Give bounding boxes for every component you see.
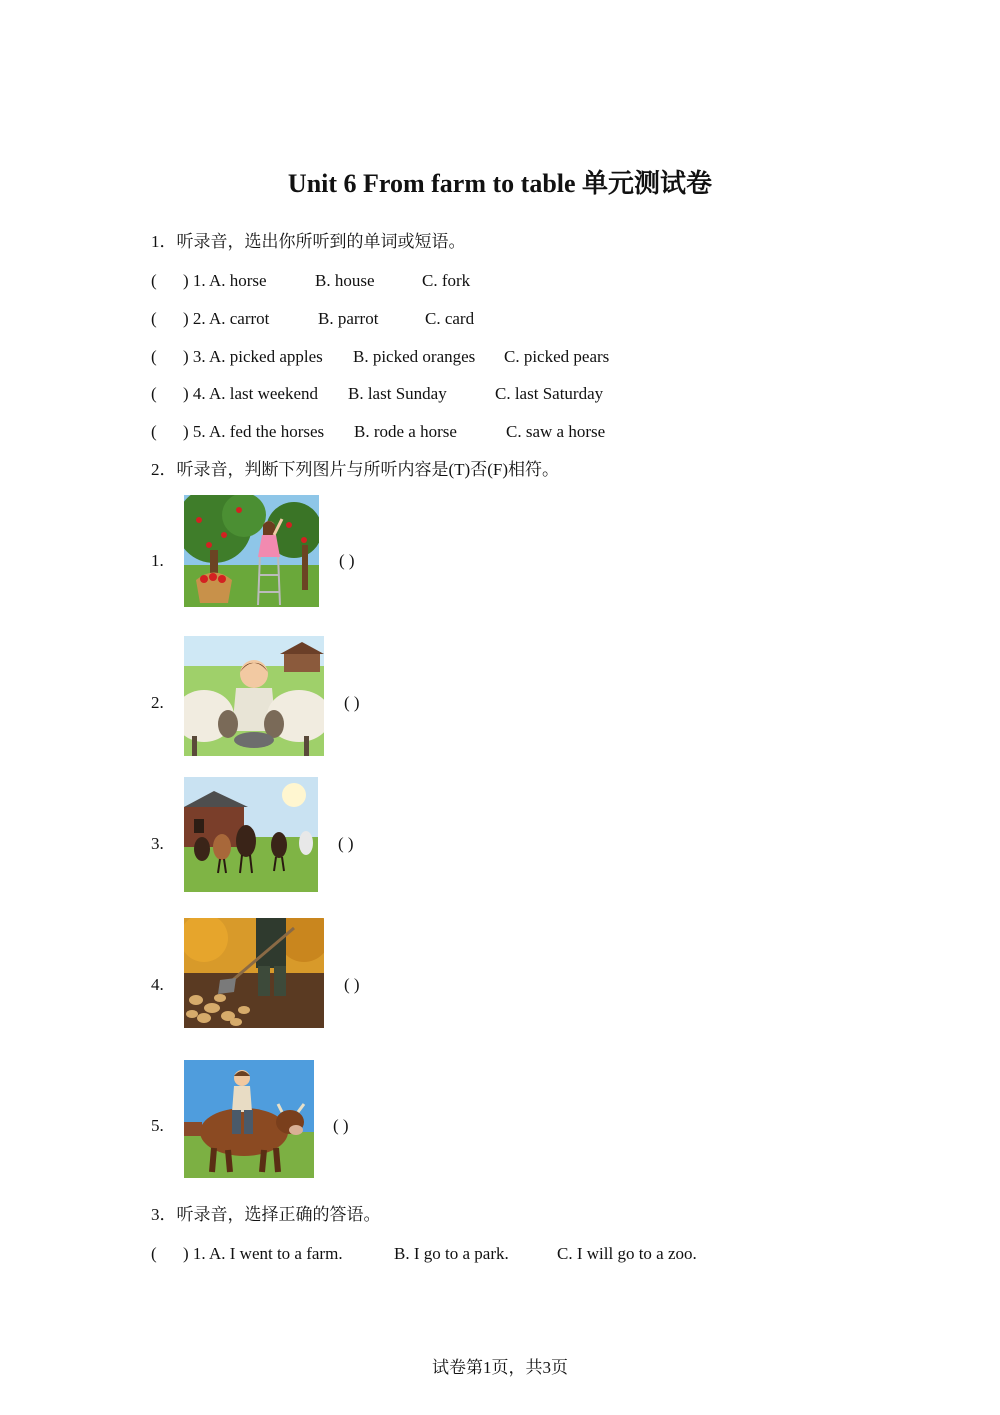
answer-parentheses: ( ) bbox=[344, 693, 360, 712]
option-b: B. rode a horse bbox=[354, 422, 457, 441]
horses-image bbox=[184, 777, 318, 892]
option-a: ) 3. A. picked apples bbox=[183, 347, 323, 366]
answer-parentheses: ( ) bbox=[333, 1116, 349, 1135]
option-c: C. I will go to a zoo. bbox=[557, 1244, 697, 1263]
section-1-heading: 1．听录音，选出你所听到的单词或短语。 bbox=[151, 232, 466, 251]
answer-parentheses: ( ) bbox=[344, 975, 360, 994]
potato-digging-image bbox=[184, 918, 324, 1028]
picture-number: 3. bbox=[151, 834, 164, 853]
picture-number: 4. bbox=[151, 975, 164, 994]
option-b: B. last Sunday bbox=[348, 384, 447, 403]
answer-parentheses: ( ) bbox=[339, 551, 355, 570]
option-c: C. last Saturday bbox=[495, 384, 604, 403]
option-a: ) 2. A. carrot bbox=[183, 309, 270, 328]
answer-bracket: ( bbox=[151, 271, 157, 290]
sheep-feeding-image bbox=[184, 636, 324, 756]
section-2-heading: 2．听录音，判断下列图片与所听内容是(T)否(F)相符。 bbox=[151, 460, 559, 479]
option-a: ) 1. A. horse bbox=[183, 271, 267, 290]
picture-number: 2. bbox=[151, 693, 164, 712]
option-b: B. picked oranges bbox=[353, 347, 476, 366]
answer-bracket: ( bbox=[151, 422, 157, 441]
option-c: C. saw a horse bbox=[506, 422, 606, 441]
option-a: ) 5. A. fed the horses bbox=[183, 422, 325, 441]
answer-bracket: ( bbox=[151, 309, 157, 328]
picture-number: 5. bbox=[151, 1116, 164, 1135]
cow-riding-image bbox=[184, 1060, 314, 1178]
page-footer: 试卷第1页，共3页 bbox=[432, 1358, 568, 1377]
answer-bracket: ( bbox=[151, 1244, 157, 1263]
option-c: C. fork bbox=[422, 271, 471, 290]
option-b: B. I go to a park. bbox=[394, 1244, 509, 1263]
picture-number: 1. bbox=[151, 551, 164, 570]
answer-bracket: ( bbox=[151, 347, 157, 366]
section-3-heading: 3．听录音，选择正确的答语。 bbox=[151, 1205, 381, 1224]
answer-bracket: ( bbox=[151, 384, 157, 403]
option-b: B. parrot bbox=[318, 309, 379, 328]
option-b: B. house bbox=[315, 271, 375, 290]
option-c: C. card bbox=[425, 309, 475, 328]
option-c: C. picked pears bbox=[504, 347, 610, 366]
answer-parentheses: ( ) bbox=[338, 834, 354, 853]
apple-picking-image bbox=[184, 495, 319, 607]
option-a: ) 1. A. I went to a farm. bbox=[183, 1244, 343, 1263]
page-title: Unit 6 From farm to table 单元测试卷 bbox=[287, 169, 713, 198]
option-a: ) 4. A. last weekend bbox=[183, 384, 319, 403]
